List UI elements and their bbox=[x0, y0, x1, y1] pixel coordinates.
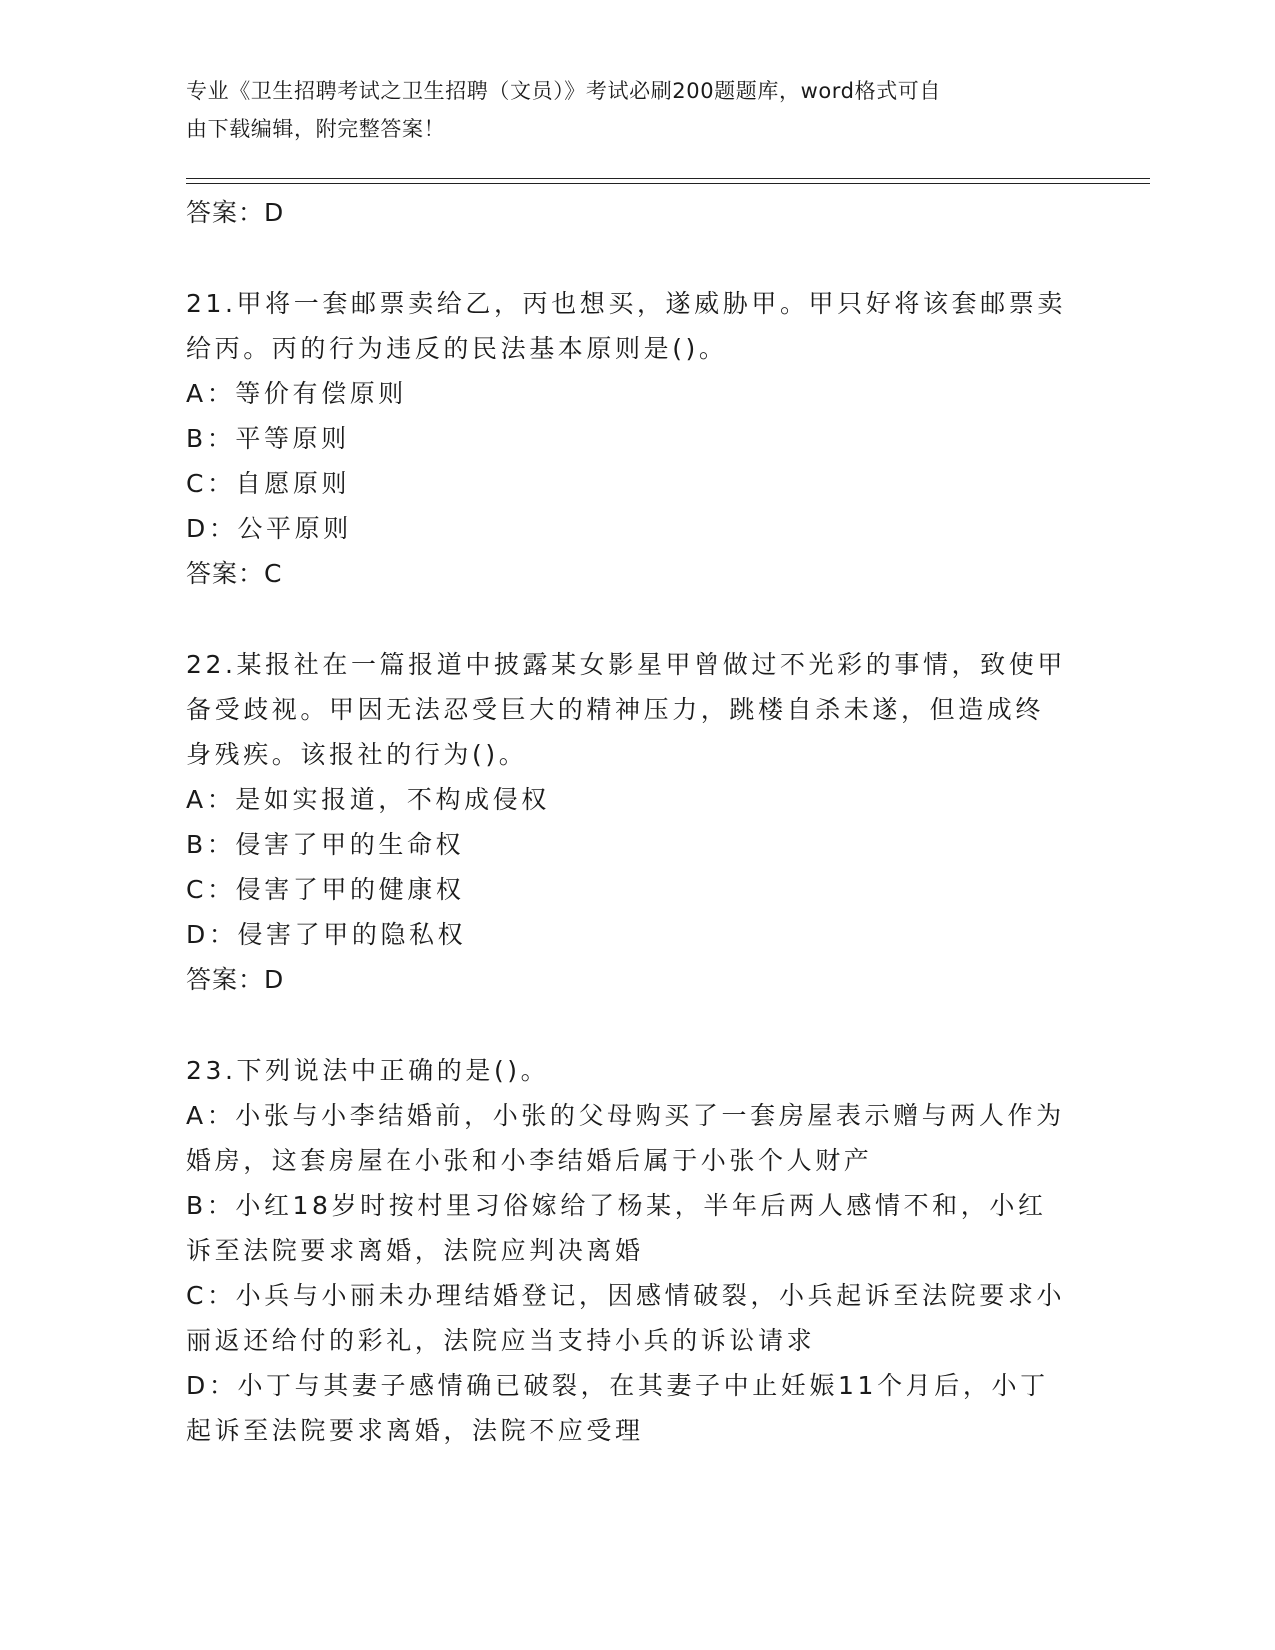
answer: 答案：D bbox=[186, 965, 285, 994]
option-c-continued: 丽返还给付的彩礼，法院应当支持小兵的诉讼请求 bbox=[186, 1326, 816, 1355]
header-line-2: 由下载编辑，附完整答案！ bbox=[186, 117, 446, 141]
question-23 bbox=[186, 1048, 1146, 1453]
option-a-continued: 婚房，这套房屋在小张和小李结婚后属于小张个人财产 bbox=[186, 1146, 873, 1175]
question-text-line: 21.甲将一套邮票卖给乙，丙也想买，遂威胁甲。甲只好将该套邮票卖 bbox=[186, 289, 1066, 318]
option-d-continued: 起诉至法院要求离婚，法院不应受理 bbox=[186, 1416, 644, 1445]
option-d: D：侵害了甲的隐私权 bbox=[186, 920, 467, 949]
option-b: B：侵害了甲的生命权 bbox=[186, 830, 465, 859]
question-22 bbox=[186, 642, 1146, 1002]
question-text-line: 身残疾。该报社的行为()。 bbox=[186, 740, 528, 769]
document-body bbox=[186, 186, 1146, 1453]
option-c: C：小兵与小丽未办理结婚登记，因感情破裂，小兵起诉至法院要求小 bbox=[186, 1281, 1066, 1310]
option-c: C：自愿原则 bbox=[186, 469, 351, 498]
option-b-continued: 诉至法院要求离婚，法院应判决离婚 bbox=[186, 1236, 644, 1265]
option-b: B：小红18岁时按村里习俗嫁给了杨某，半年后两人感情不和，小红 bbox=[186, 1191, 1047, 1220]
document-header bbox=[186, 72, 1146, 148]
option-b: B：平等原则 bbox=[186, 424, 350, 453]
question-text-line: 23.下列说法中正确的是()。 bbox=[186, 1056, 550, 1085]
question-text-line: 22.某报社在一篇报道中披露某女影星甲曾做过不光彩的事情，致使甲 bbox=[186, 650, 1066, 679]
previous-answer: 答案：D bbox=[186, 198, 285, 227]
option-d: D：小丁与其妻子感情确已破裂，在其妻子中止妊娠11个月后，小丁 bbox=[186, 1371, 1049, 1400]
header-rule-top bbox=[186, 178, 1150, 179]
option-d: D：公平原则 bbox=[186, 514, 352, 543]
option-a: A：小张与小李结婚前，小张的父母购买了一套房屋表示赠与两人作为 bbox=[186, 1101, 1065, 1130]
option-c: C：侵害了甲的健康权 bbox=[186, 875, 465, 904]
question-text-line: 备受歧视。甲因无法忍受巨大的精神压力，跳楼自杀未遂，但造成终 bbox=[186, 695, 1045, 724]
question-21 bbox=[186, 281, 1146, 596]
question-text-line: 给丙。丙的行为违反的民法基本原则是()。 bbox=[186, 334, 728, 363]
header-line-1: 专业《卫生招聘考试之卫生招聘（文员）》考试必刷200题题库，word格式可自 bbox=[186, 79, 941, 103]
option-a: A：等价有偿原则 bbox=[186, 379, 407, 408]
answer: 答案：C bbox=[186, 559, 283, 588]
header-rule-bottom bbox=[186, 183, 1150, 184]
option-a: A：是如实报道，不构成侵权 bbox=[186, 785, 550, 814]
